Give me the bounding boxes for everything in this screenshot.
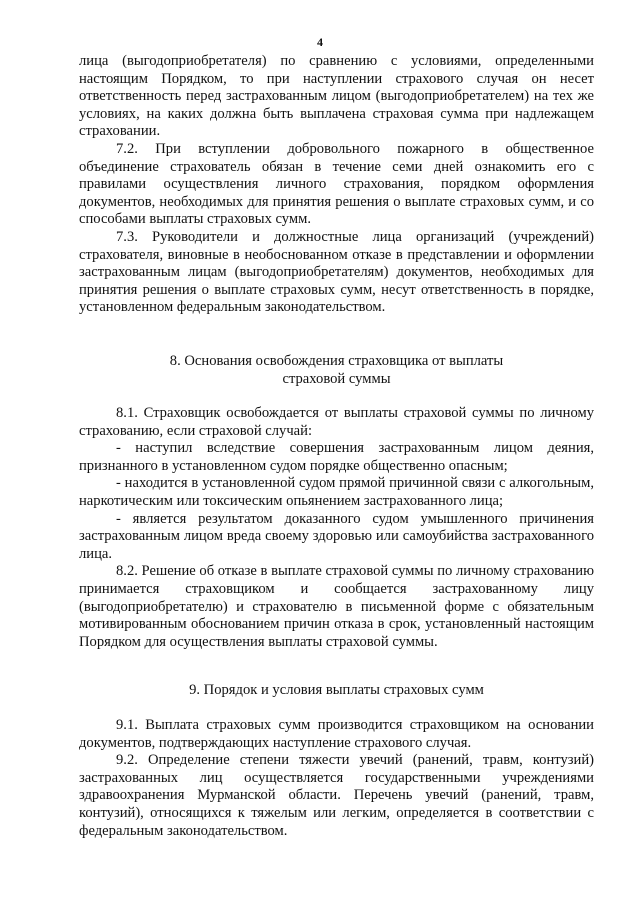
section-9-body (79, 717, 594, 840)
paragraph-9-2: 9.2. Определение степени тяжести увечий (ранений, травм, контузий) застрахованных лиц осуществляется государственными учреждениями здравоохранения Мурманской области. Перечень увечий (ранений, травм, контузий), относящихся к тяжелым или легким, определяется в соответствии с федеральным законодательством. (79, 752, 594, 839)
paragraph-9-1: 9.1. Выплата страховых сумм производится страховщиком на основании документов, подтверждающих наступление страхового случая. (79, 717, 594, 751)
section-8-body (79, 405, 594, 651)
list-item-8-1-b: - находится в установленной судом прямой причинной связи с алкогольным, наркотическим или токсическим опьянением застрахованного лица; (79, 475, 594, 509)
list-item-8-1-c: - является результатом доказанного судом умышленного причинения застрахованным лицом вреда своему здоровью или самоубийства застрахованного лица. (79, 510, 594, 562)
paragraph-7-3: 7.3. Руководители и должностные лица организаций (учреждений) страхователя, виновные в необоснованном отказе в представлении и оформлении застрахованным лицам (выгодоприобретателям) документов, необходимых для принятия решения о выплате страховых сумм, несут ответственность в порядке, установленном федеральным законодательством. (79, 228, 594, 316)
section-7-continuation (79, 53, 594, 317)
paragraph-7-2: 7.2. При вступлении добровольного пожарного в общественное объединение страхователь обязан в течение семи дней ознакомить его с правилами осуществления личного страхования, порядком оформления документов, необходимых для принятия решения о выплате страховых сумм, и со способами выплаты страховых сумм. (79, 140, 594, 228)
paragraph-8-2: 8.2. Решение об отказе в выплате страховой суммы по личному страхованию принимается страховщиком и сообщается застрахованному лицу (выгодоприобретателю) и страхователю в письменной форме с обязательным мотивированным обоснованием причин отказа в срок, установленный настоящим Порядком для осуществления выплаты страховой суммы. (79, 563, 594, 650)
list-item-8-1-a: - наступил вследствие совершения застрахованным лицом деяния, признанного в установленном судом порядке общественно опасным; (79, 440, 594, 474)
section-8-heading (79, 353, 594, 388)
section-8-heading-line1: 8. Основания освобождения страховщика от выплаты (169, 353, 504, 369)
paragraph-7-1-end: лица (выгодоприобретателя) по сравнению с условиями, определенными настоящим Порядком, то при наступлении страхового случая он несет ответственность перед застрахованным лицом (выгодоприобретателем) на тех же условиях, на каких должна быть выплачена страховая сумма при надлежащем страховании. (79, 53, 594, 140)
section-8-heading-line2: страховой суммы (282, 370, 391, 387)
section-9-heading (79, 682, 594, 700)
paragraph-8-1: 8.1. Страховщик освобождается от выплаты страховой суммы по личному страхованию, если страховой случай: (79, 405, 594, 439)
page-number: 4 (317, 35, 323, 49)
section-9-heading-text: 9. Порядок и условия выплаты страховых сумм (189, 682, 484, 698)
